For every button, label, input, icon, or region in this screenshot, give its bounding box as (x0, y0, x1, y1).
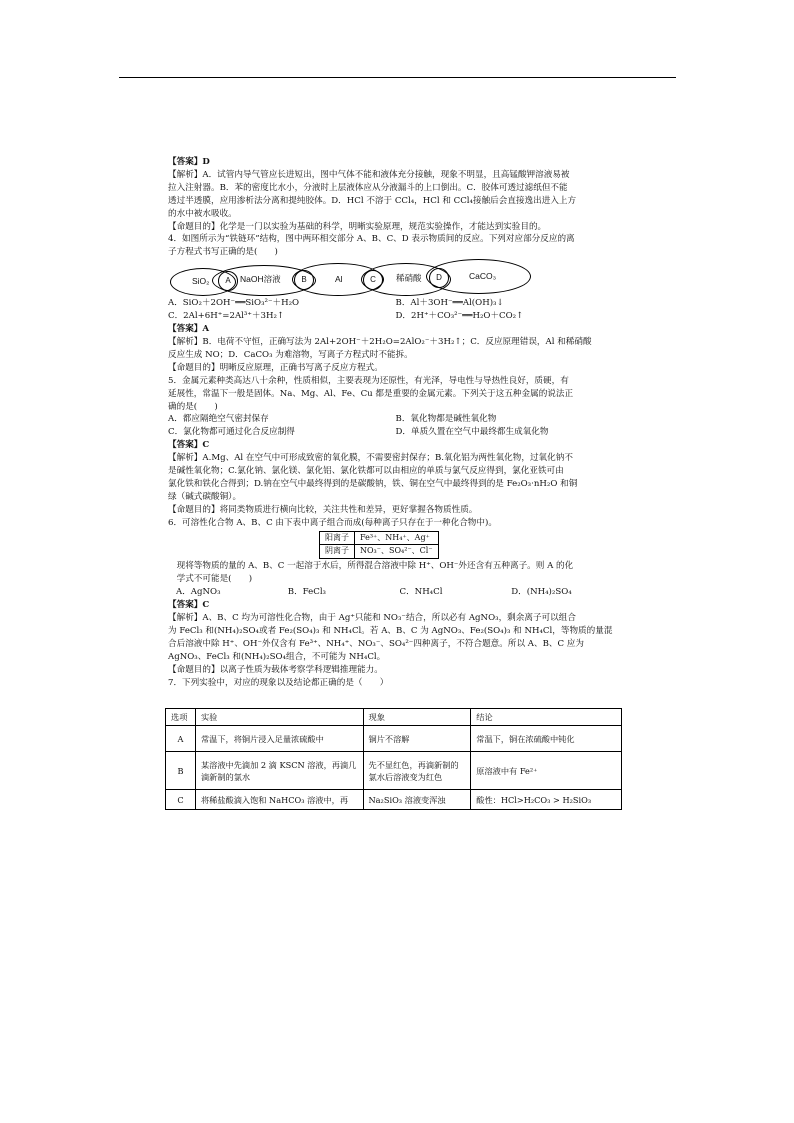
q4-options-row (168, 297, 623, 310)
label-sio2: SiO₂ (192, 276, 210, 287)
table-row (166, 726, 622, 752)
q4-options-row (168, 310, 623, 323)
label-caco3: CaCO₃ (469, 271, 497, 282)
table-cell: A (166, 726, 196, 752)
table-cell: 某溶液中先滴加 2 滴 KSCN 溶液，再滴几滴新制的氯水 (195, 752, 363, 790)
q6-option-c: C．NH₄Cl (399, 587, 443, 598)
q4-stem-line: 4．如图所示为“铁链环”结构，图中两环相交部分 A、B、C、D 表示物质间的反应。下列对应部分反应的离 (168, 234, 575, 245)
table-cell: 常温下，铜在浓硫酸中钝化 (471, 726, 622, 752)
circle-a: A (218, 271, 238, 291)
q4-answer: 【答案】A (168, 324, 210, 335)
q7-stem: 7．下列实验中，对应的现象以及结论都正确的是（ ） (168, 677, 389, 688)
q5-stem-line: 延展性，常温下一般是固体。Na、Mg、Al、Fe、Cu 都是重要的金属元素。下列关于这五种金属的说法正 (168, 388, 574, 399)
ion-table-row (320, 531, 439, 545)
table-row (166, 790, 622, 810)
ion-table-row (320, 545, 439, 559)
q5-purpose: 【命题目的】将同类物质进行横向比较，关注共性和差异，更好掌握各物质性质。 (168, 504, 478, 515)
q6-answer: 【答案】C (168, 600, 210, 611)
circle-c: C (363, 270, 383, 290)
table-cell: 铜片不溶解 (363, 726, 471, 752)
q6-option-a: A．AgNO₃ (176, 587, 221, 598)
q4-analysis-line: 【解析】B．电荷不守恒，正确写法为 2Al+2OH⁻＋2H₂O=2AlO₂⁻＋3H₂↑；C．反应原理错误，Al 和稀硝酸 (168, 336, 592, 347)
q4-option-b: B．Al＋3OH⁻══Al(OH)₃↓ (395, 298, 504, 309)
header-cell: 现象 (363, 709, 471, 726)
q6-options-row (168, 586, 623, 599)
circle-b: B (294, 270, 314, 290)
q6-purpose: 【命题目的】以离子性质为载体考察学科逻辑推理能力。 (168, 664, 383, 675)
table-cell: 酸性：HCl>H₂CO₃ > H₂SiO₃ (471, 790, 622, 810)
label-nitric-acid: 稀硝酸 (396, 273, 422, 284)
q3-analysis-line: 透过半透膜，应用渗析法分离和提纯胶体。D．HCl 不溶于 CCl₄，HCl 和 CCl₄接触后会直接逸出进入上方 (168, 195, 577, 206)
header-rule (119, 77, 676, 78)
table-cell: 先不显红色，再滴新制的氯水后溶液变为红色 (363, 752, 471, 790)
table-cell: 将稀盐酸滴入饱和 NaHCO₃ 溶液中，再 (195, 790, 363, 810)
q5-options-row (168, 426, 623, 439)
q5-stem-line: 确的是( ) (168, 401, 218, 412)
q5-options-row (168, 413, 623, 426)
q6-option-d: D．(NH₄)₂SO₄ (511, 587, 572, 598)
q5-option-b: B．氧化物都是碱性氧化物 (395, 414, 497, 425)
q6-analysis-line: 为 FeCl₃ 和(NH₄)₂SO₄或者 Fe₂(SO₄)₃ 和 NH₄Cl。若 A、B、C 为 AgNO₃、Fe₂(SO₄)₃ 和 NH₄Cl，等物质的量混 (168, 625, 613, 636)
header-cell: 选项 (166, 709, 196, 726)
table-row (166, 752, 622, 790)
q6-analysis-line: AgNO₃、FeCl₃ 和(NH₄)₂SO₄组合，不可能为 NH₄Cl。 (168, 651, 386, 662)
ion-table (319, 531, 439, 560)
q6-stem: 6．可溶性化合物 A、B、C 由下表中离子组合而成(每种离子只存在于一种化合物中)。 (168, 517, 497, 528)
table-cell: Na₂SiO₃ 溶液变浑浊 (363, 790, 471, 810)
q4-option-d: D．2H⁺＋CO₃²⁻══H₂O＋CO₂↑ (395, 311, 524, 322)
ion-table-cell: 阴离子 (320, 545, 355, 559)
q5-answer: 【答案】C (168, 440, 210, 451)
document-body (168, 156, 623, 689)
label-al: Al (335, 274, 343, 285)
header-cell: 实验 (195, 709, 363, 726)
table-cell: 原溶液中有 Fe²⁺ (471, 752, 622, 790)
ion-table-cell: 阳离子 (320, 531, 355, 545)
q6-option-b: B．FeCl₃ (287, 587, 327, 598)
q5-option-d: D．单质久置在空气中最终都生成氧化物 (395, 427, 549, 438)
iron-chain-diagram (168, 259, 623, 297)
ion-table-cell: NO₃⁻、SO₄²⁻、Cl⁻ (355, 545, 439, 559)
q3-answer: 【答案】D (168, 157, 210, 167)
q3-analysis-line: 的水中被水吸收。 (168, 208, 237, 219)
circle-d: D (429, 268, 449, 288)
q6-stem2-line: 学式不可能是( ) (168, 574, 253, 585)
q5-option-a: A．都应隔绝空气密封保存 (168, 414, 269, 425)
ion-table-cell: Fe³⁺、NH₄⁺、Ag⁺ (355, 531, 439, 545)
q6-stem2-line: 现将等物质的量的 A、B、C 一起溶于水后，所得混合溶液中除 H⁺、OH⁻外还含有五种离子。则 A 的化 (168, 561, 574, 572)
q3-analysis-line: 【解析】A．试管内导气管应长进短出，图中气体不能和液体充分接触，现象不明显，且高锰酸钾溶液易被 (168, 169, 570, 180)
q6-analysis-line: 合后溶液中除 H⁺、OH⁻外仅含有 Fe³⁺、NH₄⁺、NO₃⁻、SO₄²⁻四种离子，不符合题意。所以 A、B、C 应为 (168, 638, 584, 649)
q4-stem-line: 子方程式书写正确的是( ) (168, 247, 278, 258)
label-naoh: NaOH溶液 (240, 274, 281, 285)
q6-analysis-line: 【解析】A、B、C 均为可溶性化合物，由于 Ag⁺只能和 NO₃⁻结合，所以必有 AgNO₃，剩余离子可以组合 (168, 613, 576, 623)
q4-purpose: 【命题目的】明晰反应原理，正确书写离子反应方程式。 (168, 362, 383, 373)
table-cell: 常温下，将铜片浸入足量浓硫酸中 (195, 726, 363, 752)
q4-option-a: A．SiO₂＋2OH⁻══SiO₃²⁻＋H₂O (168, 298, 300, 309)
table-cell: C (166, 790, 196, 810)
q3-analysis-line: 拉入注射器。B．苯的密度比水小，分液时上层液体应从分液漏斗的上口倒出。C．胶体可透过滤纸但不能 (168, 182, 568, 193)
q3-purpose: 【命题目的】化学是一门以实验为基础的科学，明晰实验原理，规范实验操作，才能达到实验目的。 (168, 221, 547, 232)
q5-analysis-line: 【解析】A.Mg、Al 在空气中可形成致密的氧化膜，不需要密封保存；B.氧化铝为两性氧化物，过氧化钠不 (168, 453, 573, 464)
q4-analysis-line: 反应生成 NO；D．CaCO₃ 为难溶物，写离子方程式时不能拆。 (168, 349, 413, 360)
header-cell: 结论 (471, 709, 622, 726)
q7-experiment-table (165, 708, 622, 810)
table-cell: B (166, 752, 196, 790)
q4-option-c: C．2Al+6H⁺=2Al³⁺＋3H₂↑ (168, 311, 285, 322)
q5-analysis-line: 氯化铁和铁化合得到；D.钠在空气中最终得到的是碳酸钠，铁、铜在空气中最终得到的是 Fe₂O₃·nH₂O 和铜 (168, 478, 578, 489)
q5-stem-line: 5．金属元素种类高达八十余种，性质相似，主要表现为还原性，有光泽，导电性与导热性良好，质硬，有 (168, 375, 569, 386)
q5-analysis-line: 绿（碱式碳酸铜）。 (168, 491, 242, 502)
table-header-row (166, 709, 622, 726)
q5-option-c: C．氯化物都可通过化合反应制得 (168, 427, 295, 438)
q5-analysis-line: 是碱性氧化物；C.氯化钠、氯化镁、氯化铝、氯化铁都可以由相应的单质与氯气反应得到，氯化亚铁可由 (168, 466, 564, 477)
